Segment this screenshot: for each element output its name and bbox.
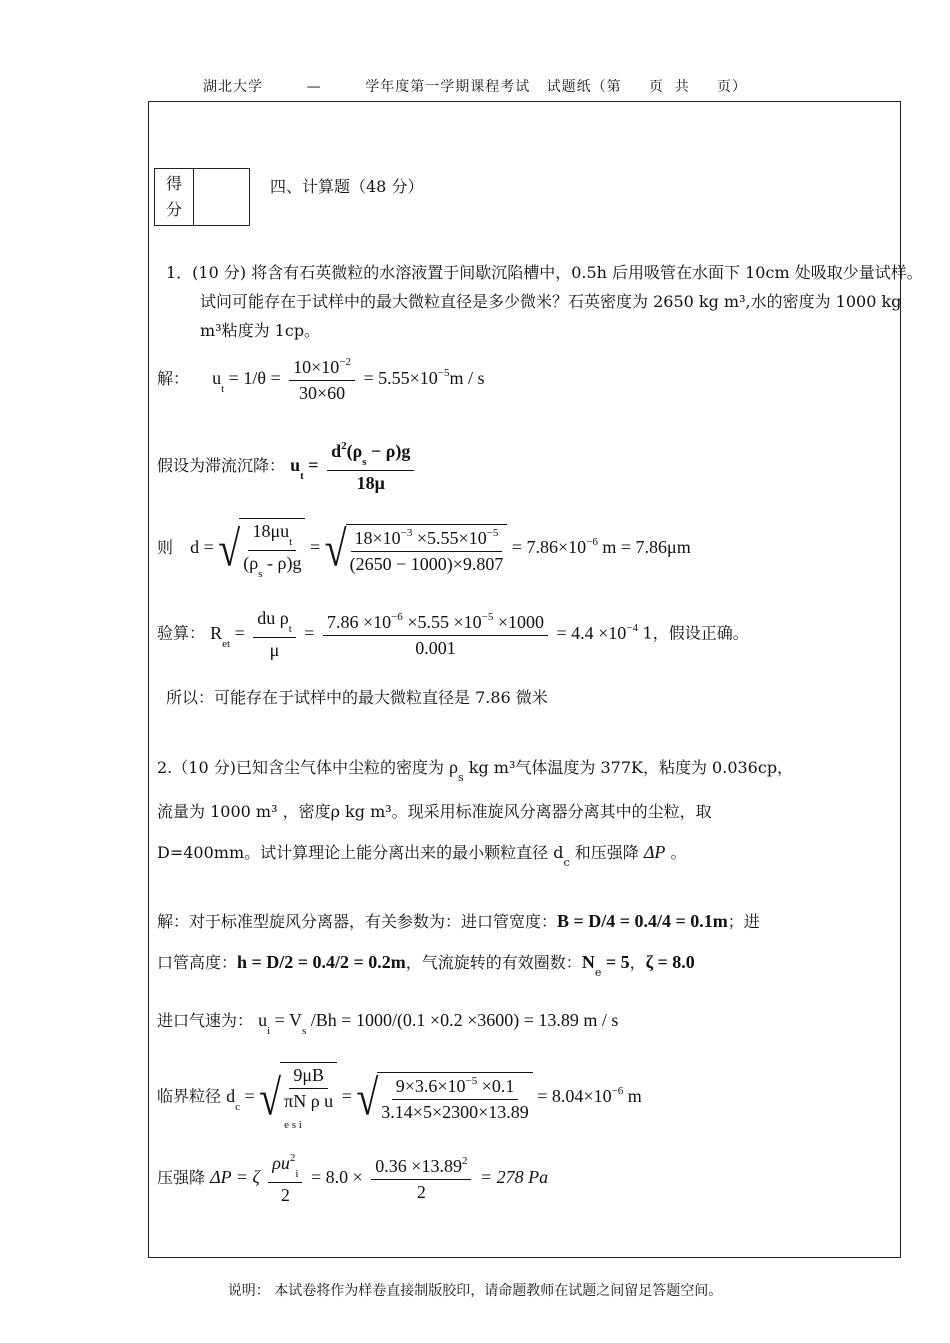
q2-ne: N [581, 952, 595, 972]
d-sq1-den-a: (ρ [243, 553, 259, 573]
check-re-sub: et [222, 637, 231, 650]
check-label: 验算： [157, 623, 206, 643]
q2-line3-b: 和压强降 [569, 843, 644, 862]
d-sq2-num-b: ×5.55×10 [412, 527, 487, 548]
q2-line3-a: D=400mm。试计算理论上能分离出来的最小颗粒直径 d [157, 843, 564, 862]
ut-rhs: = 5.55×10 [363, 368, 438, 389]
d-sq2-exp2: −5 [486, 526, 499, 539]
q2-sol-c: ；进 [727, 912, 760, 931]
q2-sol-a: 解：对于标准型旋风分离器，有关参数为：进口管宽度： [157, 912, 558, 931]
section-title: 四、计算题（48 分） [270, 177, 424, 196]
dc-sq2-num-b: ×0.1 [477, 1076, 515, 1096]
q2-sol2-b: ，气流旋转的有效圈数： [405, 953, 582, 972]
stokes-den: 18μ [356, 473, 385, 493]
check-f1-num: du ρ [257, 608, 289, 628]
q2-rho-s-sub: s [458, 771, 464, 784]
dp-fraction-2 [371, 1155, 471, 1203]
check-result-exp: −4 [626, 621, 639, 634]
q2-pressure-drop [157, 1152, 548, 1206]
q2-solution-line-1 [157, 909, 760, 932]
dp-f1-exp: 2 [289, 1152, 296, 1164]
q2-inlet-velocity [157, 1008, 618, 1037]
d-sq2-exp1: −3 [400, 526, 413, 539]
ut-eq: = 1/θ = [224, 368, 286, 389]
q2-line3-sub: c [563, 856, 570, 869]
d-sq1-num: 18μu [252, 521, 290, 541]
dc-sqrt-2: √ $\frac{9\times 3.6\times 10^{-5} \times 0.1}{3.14\times 5\times 2300\times 13.89}$ [356, 1072, 532, 1123]
q2-ui: u [258, 1010, 268, 1030]
stokes-ut-sub: t [300, 470, 304, 483]
q2-solution-line-2 [157, 950, 695, 979]
q2-dc: d [226, 1085, 236, 1106]
q2-line3-c: 。 [665, 843, 687, 862]
d-sq1-num-sub: t [289, 536, 293, 548]
check-result-b: 1，假设正确。 [642, 623, 749, 643]
q2-line-1 [157, 755, 793, 784]
check-f2-b: ×5.55 ×10 [402, 611, 482, 632]
ut-num: 10×10 [293, 357, 340, 377]
dp-f2-exp: 2 [461, 1155, 468, 1167]
dp-f1-sub: i [295, 1168, 299, 1180]
dc-sq2-exp: −5 [465, 1075, 478, 1087]
score-label [155, 169, 194, 225]
q2-ui-label: 进口气速为： [157, 1011, 254, 1030]
q2-dc-sub: c [235, 1100, 240, 1113]
dp-fraction-1 [268, 1152, 302, 1206]
q2-vs: = V [270, 1010, 302, 1030]
dc-sq2-den: 3.14×5×2300×13.89 [381, 1102, 529, 1122]
q2-ne-sub: e [594, 966, 602, 979]
dc-result-exp: −6 [611, 1084, 624, 1097]
q1-diameter-equation: 则 d = √ $\frac{18\mu u_t}{(\rho_s - \rho)g}$ = √ $\frac{18\times 10^{-3} \times 5.55\times 10^{-5}}{(2650 - 1000)\times 9.807}$ = $7.86\times 10^{-6}$ m = 7.86μm [157, 518, 691, 580]
d-lhs: d = [190, 537, 219, 558]
dc-result-a: = 8.04×10 [537, 1085, 612, 1106]
q2-sol2-c: ， [629, 953, 646, 972]
d-sq2-num-a: 18×10 [354, 527, 401, 548]
score-label-line1: 得 [165, 174, 182, 193]
q2-line-2: 流量为 1000 m³ ，密度ρ kg m³。现采用标准旋风分离器分离其中的尘粒，取 [157, 802, 712, 821]
q2-delta-p: ΔP [643, 842, 666, 862]
check-f1-sub: t [288, 623, 292, 635]
q2-ui-sub: i [267, 1025, 271, 1037]
check-f2-exp2: −5 [481, 610, 494, 623]
q2-dp-label: 压强降 [157, 1168, 206, 1188]
q2-line1-a: 2.（10 分)已知含尘气体中尘粒的密度为 [157, 758, 450, 777]
check-f2-den: 0.001 [415, 637, 456, 658]
q2-h-formula: h = D/2 = 0.4/2 = 0.2m [237, 952, 406, 972]
ut-unit: m / s [449, 368, 485, 389]
d-sqrt-2: √ $\frac{18\times 10^{-3} \times 5.55\times 10^{-5}}{(2650 - 1000)\times 9.807}$ [325, 524, 508, 575]
stokes-rho-sub: s [362, 456, 367, 468]
q2-line-3 [157, 840, 686, 869]
q2-zeta: ζ = 8.0 [645, 952, 695, 972]
check-re: R [210, 622, 223, 643]
ut-symbol: u [212, 368, 222, 389]
score-entry[interactable] [194, 169, 249, 225]
q1-stokes-equation: 假设为滞流沉降： $u_t$ = $\frac{d^2(\rho_s - \rho)g}{18\mu}$ [157, 440, 418, 494]
q1-ut-equation [157, 356, 485, 404]
q2-critical-diameter: 临界粒径 $d_c$ = √ 9μB πN ρ u e s i = √ $\frac{9\times 3.6\times 10^{-5} \times 0.1}{3.14\times 5\times 2300\times 13.89}$ = $8.04\times 10^{-6}$ m [157, 1062, 642, 1133]
dp-f1-num: ρu [272, 1153, 290, 1173]
stokes-d-exp: 2 [341, 440, 347, 452]
check-f2-exp1: −6 [391, 610, 403, 623]
ut-rhs-exp: −5 [437, 367, 450, 380]
q1-check-equation: 验算： $R_{et}$ = $\frac{du \rho_t}{\mu}$ = $\frac{7.86 \times 10^{-6} \times 5.55 \times 10^{-5} \times 1000}{0.001}$ = $4.4 \times 10^{-4}$ 1，假设正确。 [157, 608, 749, 660]
check-f2-c: ×1000 [493, 611, 544, 632]
q1-conclusion: 所以：可能存在于试样中的最大微粒直径是 7.86 微米 [166, 688, 548, 707]
dc-sq1-num: 9μB [289, 1065, 328, 1089]
ut-den: 30×60 [298, 383, 346, 403]
stokes-ut: u [290, 455, 301, 476]
dc-sq1-den-sub: e s i [284, 1119, 302, 1131]
stokes-d: d [331, 441, 342, 461]
d-result-b: m = 7.86μm [597, 537, 691, 558]
score-label-line2: 分 [165, 200, 182, 219]
check-f2-a: 7.86 ×10 [326, 611, 392, 632]
q2-sol2-a: 口管高度： [157, 953, 238, 972]
d-label: 则 [157, 538, 174, 558]
d-sq1-den-b: - ρ)g [262, 553, 302, 573]
q2-b-formula: B = D/4 = 0.4/4 = 0.1m [557, 911, 728, 931]
check-result-a: = 4.4 ×10 [556, 622, 627, 643]
d-result-a: = 7.86×10 [511, 537, 587, 558]
dp-f2-num: 0.36 ×13.89 [375, 1156, 462, 1176]
check-fraction-2 [323, 611, 548, 659]
d-sq2-den: (2650 − 1000)×9.807 [349, 553, 504, 574]
dp-mid: = 8.0 × [310, 1167, 363, 1188]
page-footer: 说明： 本试卷将作为样卷直接制版胶印，请命题教师在试题之间留足答题空间。 [227, 1283, 723, 1299]
stokes-rho: (ρ [346, 441, 363, 461]
check-fraction-1 [253, 608, 296, 661]
ut-num-exp: −2 [339, 356, 351, 368]
q2-ne-val: = 5 [601, 952, 630, 972]
q1-solution-label: 解： [157, 369, 190, 389]
q2-dp-lhs: ΔP = ζ [210, 1167, 260, 1188]
q2-line1-b: kg m³气体温度为 377K，粘度为 0.036cp， [463, 758, 794, 777]
q2-ui-rest: /Bh = 1000/(0.1 ×0.2 ×3600) = 13.89 m / s [306, 1010, 619, 1030]
q2-dc-label: 临界粒径 [157, 1086, 222, 1106]
check-f1-den: μ [269, 640, 280, 660]
ut-subscript: t [221, 383, 225, 396]
dp-result: = 278 Pa [479, 1167, 549, 1188]
q2-rho-s: ρ [449, 757, 459, 777]
page-header: 湖北大学 — 学年度第一学期课程考试 试题纸（第 页 共 页） [203, 79, 747, 95]
dc-sqrt-1: √ 9μB πN ρ u e s i [259, 1062, 337, 1133]
dp-f2-den: 2 [416, 1182, 426, 1202]
dc-sq2-num-a: 9×3.6×10 [395, 1076, 466, 1096]
score-box [154, 168, 250, 226]
ut-fraction [289, 356, 355, 404]
dc-sq1-den: πN ρ u [284, 1091, 334, 1111]
q1-text: 1．(10 分) 将含有石英微粒的水溶液置于间歇沉陷槽中，0.5h 后用吸管在水面下 10cm 处吸取少量试样。试问可能存在于试样中的最大微粒直径是多少微米？石英密度为 2650 kg m³,水的密度为 1000 kg m³粘度为 1cp。 [166, 263, 923, 340]
d-result-exp: −6 [586, 536, 598, 549]
stokes-rest: − ρ)g [366, 441, 411, 461]
d-sq1-den-sub: s [258, 568, 263, 580]
d-sqrt-1: √ $\frac{18\mu u_t}{(\rho_s - \rho)g}$ [218, 518, 305, 580]
stokes-label: 假设为滞流沉降： [157, 456, 286, 476]
dc-result-b: m [623, 1085, 642, 1106]
stokes-fraction [327, 440, 414, 494]
dp-f1-den: 2 [280, 1185, 290, 1205]
q2-vs-sub: s [302, 1025, 307, 1037]
